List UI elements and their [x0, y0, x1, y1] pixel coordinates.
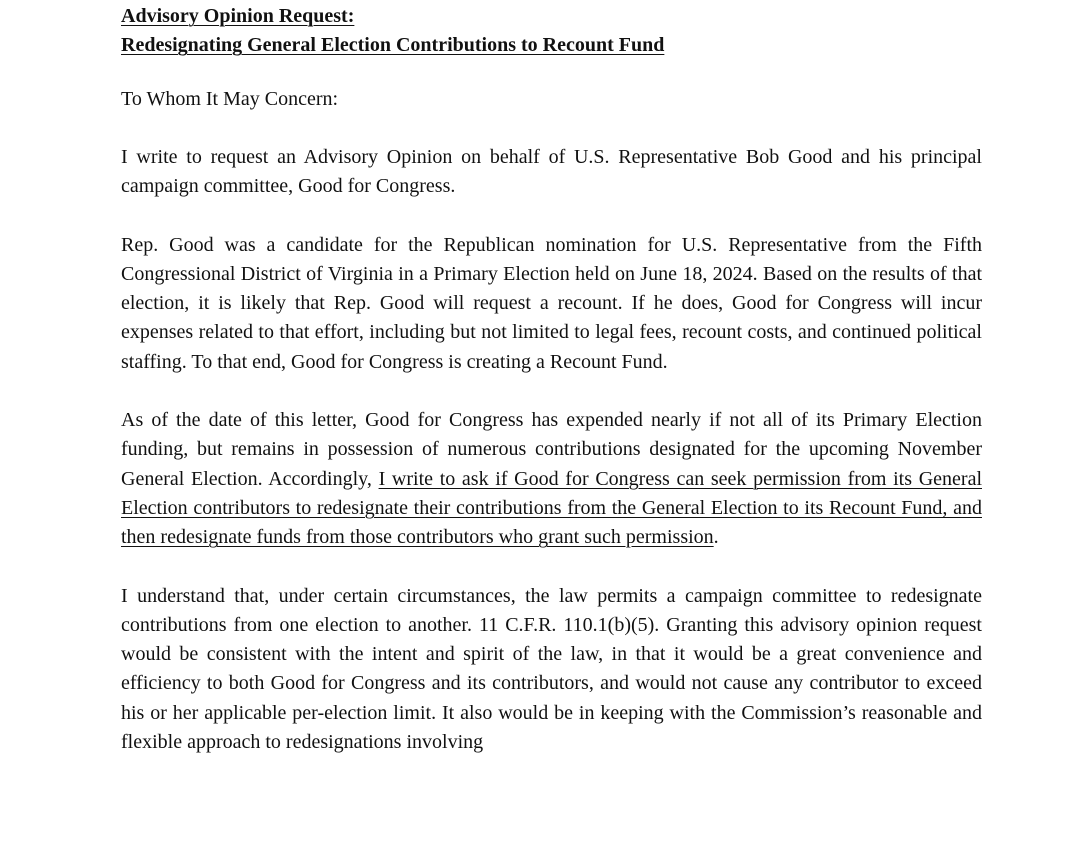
letter-page — [121, 2, 982, 757]
title-line-2-text: Redesignating General Election Contributions to Recount Fund — [121, 34, 665, 56]
title-line-1 — [121, 2, 982, 31]
paragraph-question-intro: As of the date of this letter, Good for Congress has expended nearly if not all of its Primary Election funding, but remains in possession of numerous contributions designated for the upcoming November General Election. Accordingly, — [121, 409, 982, 490]
salutation: To Whom It May Concern: — [121, 88, 339, 110]
paragraph-legal-basis: I understand that, under certain circumstances, the law permits a campaign committee to redesignate contributions from one election to another. 11 C.F.R. 110.1(b)(5). Granting this advisory opinion request would be consistent with the intent and spirit of the law, in that it would be a great convenience and efficiency to both Good for Congress and its contributors, and would not cause any contributor to exceed his or her applicable per-election limit. It also would be in keeping with the Commission’s reasonable and flexible approach to redesignations involving — [121, 584, 982, 754]
title-line-1-text: Advisory Opinion Request: — [121, 5, 355, 27]
paragraph-question-end: . — [713, 526, 719, 549]
paragraph-request: I write to request an Advisory Opinion on behalf of U.S. Representative Bob Good and his principal campaign committee, Good for Congress. — [121, 146, 982, 198]
paragraph-background: Rep. Good was a candidate for the Republican nomination for U.S. Representative from the Fifth Congressional District of Virginia in a Primary Election held on June 18, 2024. Based on the results of that election, it is likely that Rep. Good will request a recount. If he does, Good for Congress will incur expenses related to that effort, including but not limited to legal fees, recount costs, and continued political staffing. To that end, Good for Congress is creating a Recount Fund. — [121, 233, 982, 373]
title-line-2 — [121, 31, 982, 60]
paragraph-question — [121, 406, 982, 552]
paragraph-question-underlined: I write to ask if Good for Congress can seek permission from its General Election contributors to redesignate their contributions from the General Election to its Recount Fund, and then redesignate funds from those contributors who grant such permission — [121, 467, 982, 549]
